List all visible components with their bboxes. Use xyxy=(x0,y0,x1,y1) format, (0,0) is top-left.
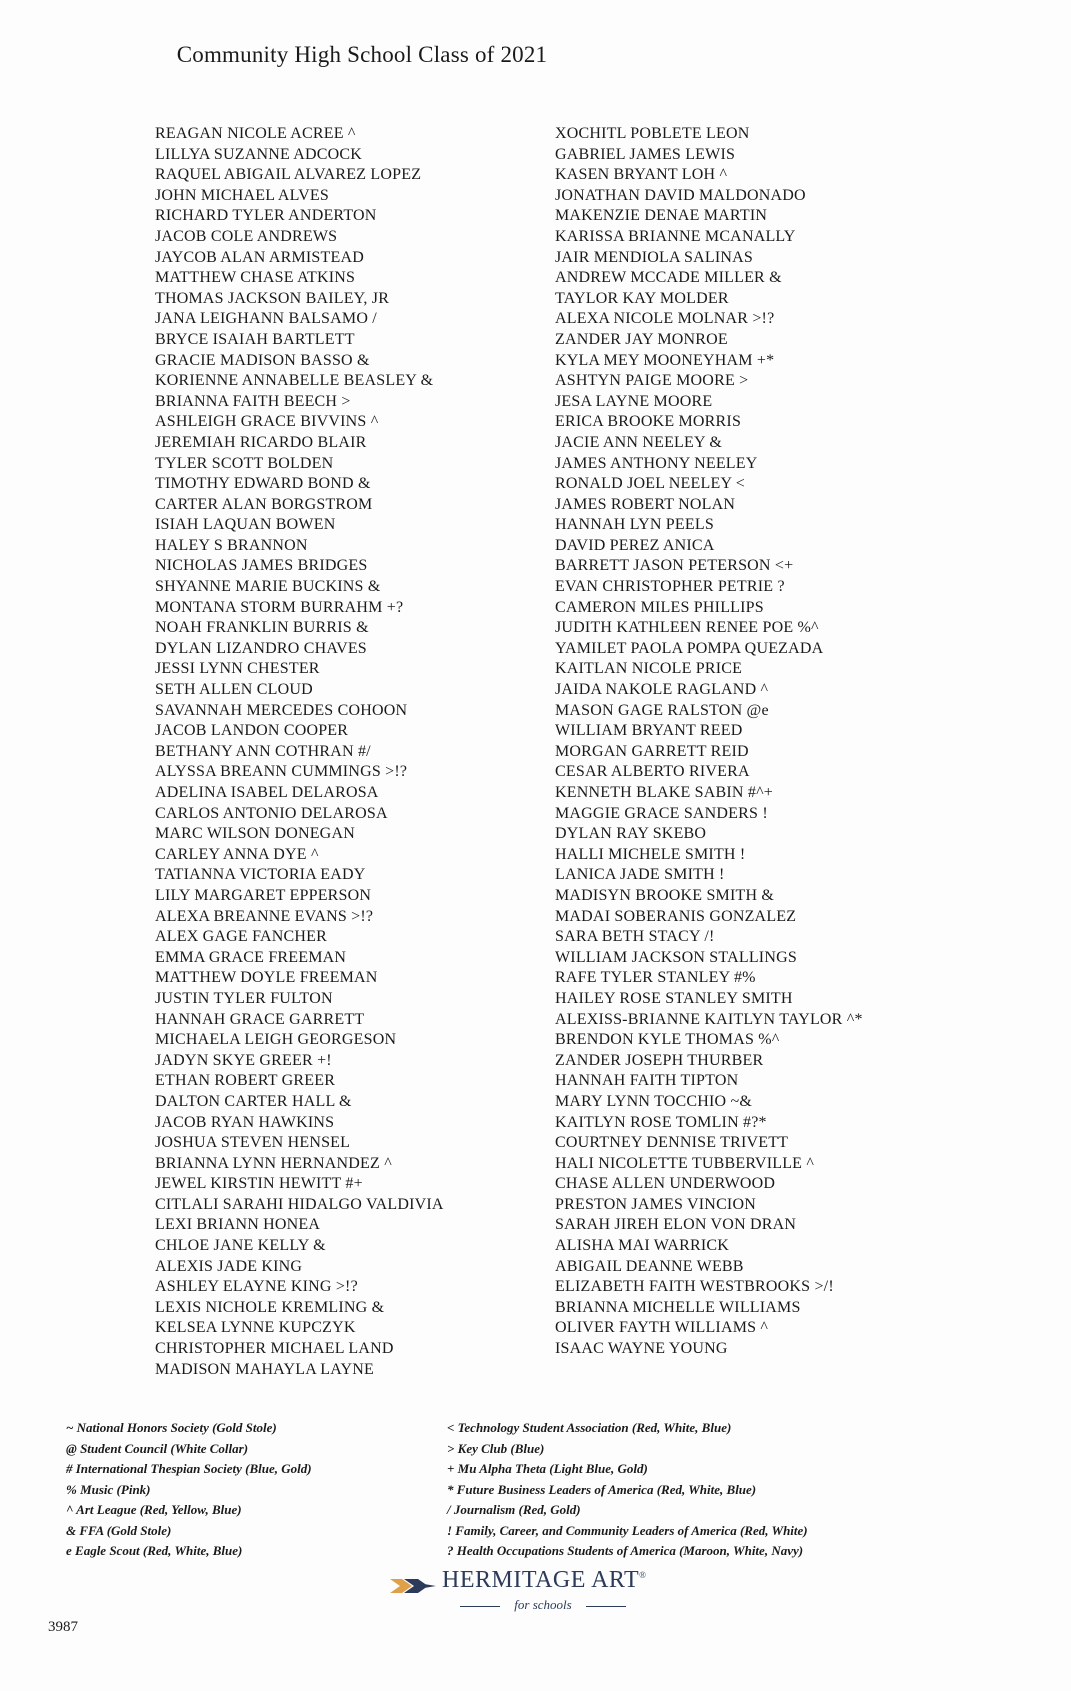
student-name: BRYCE ISAIAH BARTLETT xyxy=(155,330,355,348)
student-name: TAYLOR KAY MOLDER xyxy=(555,289,729,307)
student-name: JAYCOB ALAN ARMISTEAD xyxy=(155,248,364,266)
student-name: JAIDA NAKOLE RAGLAND ^ xyxy=(555,681,769,699)
student-name: SETH ALLEN CLOUD xyxy=(155,681,313,699)
student-name: ASHTYN PAIGE MOORE > xyxy=(555,372,749,390)
student-name: JACOB LANDON COOPER xyxy=(155,722,349,740)
student-name: LANICA JADE SMITH ! xyxy=(555,866,725,884)
student-name: LILLYA SUZANNE ADCOCK xyxy=(155,145,363,163)
legend-item: > Key Club (Blue) xyxy=(447,1440,545,1456)
student-name: MASON GAGE RALSTON @e xyxy=(555,701,769,719)
student-name: GABRIEL JAMES LEWIS xyxy=(555,145,736,163)
student-name: HAILEY ROSE STANLEY SMITH xyxy=(555,989,793,1007)
student-name: NOAH FRANKLIN BURRIS & xyxy=(155,619,369,637)
student-name: KAITLAN NICOLE PRICE xyxy=(555,660,743,678)
logo-wordmark xyxy=(442,1567,646,1594)
student-name: JOSHUA STEVEN HENSEL xyxy=(155,1134,351,1152)
student-name: ABIGAIL DEANNE WEBB xyxy=(555,1257,744,1275)
student-name: MADISON MAHAYLA LAYNE xyxy=(155,1360,375,1378)
student-name: COURTNEY DENNISE TRIVETT xyxy=(555,1134,789,1152)
student-name: CITLALI SARAHI HIDALGO VALDIVIA xyxy=(155,1195,444,1213)
student-name: ETHAN ROBERT GREER xyxy=(155,1072,336,1090)
student-name: WILLIAM BRYANT REED xyxy=(555,722,743,740)
student-name: CARLOS ANTONIO DELAROSA xyxy=(155,804,388,822)
student-name: MATTHEW DOYLE FREEMAN xyxy=(155,969,378,987)
legend-item: * Future Business Leaders of America (Red, White, Blue) xyxy=(447,1481,757,1497)
student-name: JAMES ANTHONY NEELEY xyxy=(555,454,758,472)
student-name: ALISHA MAI WARRICK xyxy=(555,1237,729,1255)
hermitage-logo-icon xyxy=(388,1571,438,1601)
student-name: RAQUEL ABIGAIL ALVAREZ LOPEZ xyxy=(155,166,422,184)
student-name: JAIR MENDIOLA SALINAS xyxy=(555,248,753,266)
student-name: KARISSA BRIANNE MCANALLY xyxy=(555,227,796,245)
student-name: JONATHAN DAVID MALDONADO xyxy=(555,186,806,204)
student-name: LEXI BRIANN HONEA xyxy=(155,1216,321,1234)
legend-item: ~ National Honors Society (Gold Stole) xyxy=(66,1420,277,1435)
student-name: SAVANNAH MERCEDES COHOON xyxy=(155,701,408,719)
student-name: KAITLYN ROSE TOMLIN #?* xyxy=(555,1113,767,1131)
student-name: ISAAC WAYNE YOUNG xyxy=(555,1340,728,1358)
logo-tagline: for schools xyxy=(458,1597,628,1613)
student-name: JAMES ROBERT NOLAN xyxy=(555,495,736,513)
student-name: JEREMIAH RICARDO BLAIR xyxy=(155,433,367,451)
legend-item: % Music (Pink) xyxy=(66,1481,151,1497)
legend-item: < Technology Student Association (Red, White, Blue) xyxy=(447,1420,732,1435)
legend-item: + Mu Alpha Theta (Light Blue, Gold) xyxy=(447,1461,648,1476)
student-name: HANNAH LYN PEELS xyxy=(555,516,714,534)
student-name: LEXIS NICHOLE KREMLING & xyxy=(155,1298,385,1316)
student-name: MARY LYNN TOCCHIO ~& xyxy=(555,1092,752,1110)
student-name: RONALD JOEL NEELEY < xyxy=(555,475,746,493)
legend-item: @ Student Council (White Collar) xyxy=(66,1440,249,1456)
page-number: 3987 xyxy=(48,1619,78,1635)
legend-item: & FFA (Gold Stole) xyxy=(66,1522,172,1538)
legend-item: # International Thespian Society (Blue, Gold) xyxy=(66,1461,312,1476)
student-name: XOCHITL POBLETE LEON xyxy=(555,125,750,142)
student-name: PRESTON JAMES VINCION xyxy=(555,1195,756,1213)
student-name: ERICA BROOKE MORRIS xyxy=(555,413,742,431)
student-name: CHASE ALLEN UNDERWOOD xyxy=(555,1175,776,1193)
student-name: CAMERON MILES PHILLIPS xyxy=(555,598,764,616)
student-name: BETHANY ANN COTHRAN #/ xyxy=(155,742,371,760)
legend-right xyxy=(447,1418,947,1562)
student-name: HALEY S BRANNON xyxy=(155,536,308,554)
student-name: KENNETH BLAKE SABIN #^+ xyxy=(555,784,774,801)
student-name: EMMA GRACE FREEMAN xyxy=(155,948,347,966)
legend-left xyxy=(66,1418,446,1562)
student-name: DAVID PEREZ ANICA xyxy=(555,536,715,554)
student-list-left xyxy=(155,124,525,1380)
student-name: KASEN BRYANT LOH ^ xyxy=(555,166,728,184)
student-name: LILY MARGARET EPPERSON xyxy=(155,886,372,904)
legend-item: ? Health Occupations Students of America (Maroon, White, Navy) xyxy=(447,1543,804,1558)
student-name: BARRETT JASON PETERSON <+ xyxy=(555,557,794,575)
student-name: SARAH JIREH ELON VON DRAN xyxy=(555,1216,797,1234)
student-name: ALEX GAGE FANCHER xyxy=(155,928,327,946)
student-name: ADELINA ISABEL DELAROSA xyxy=(155,784,379,801)
student-list-right xyxy=(555,124,955,1360)
student-name: TATIANNA VICTORIA EADY xyxy=(155,866,366,884)
student-name: HALLI MICHELE SMITH ! xyxy=(555,845,746,863)
student-name: DYLAN LIZANDRO CHAVES xyxy=(155,639,367,657)
student-name: HALI NICOLETTE TUBBERVILLE ^ xyxy=(555,1154,815,1172)
student-name: MARC WILSON DONEGAN xyxy=(155,825,355,843)
student-name: JUDITH KATHLEEN RENEE POE %^ xyxy=(555,619,819,637)
hermitage-art-logo xyxy=(388,1567,668,1619)
student-name: CARLEY ANNA DYE ^ xyxy=(155,845,319,863)
student-name: ASHLEIGH GRACE BIVVINS ^ xyxy=(155,413,379,431)
student-name: DYLAN RAY SKEBO xyxy=(555,825,707,843)
student-name: CESAR ALBERTO RIVERA xyxy=(555,763,750,781)
student-name: MAKENZIE DENAE MARTIN xyxy=(555,207,768,225)
student-name: HANNAH FAITH TIPTON xyxy=(555,1072,739,1090)
legend-item: e Eagle Scout (Red, White, Blue) xyxy=(66,1543,243,1558)
student-name: NICHOLAS JAMES BRIDGES xyxy=(155,557,368,575)
student-name: BRIANNA MICHELLE WILLIAMS xyxy=(555,1298,801,1316)
student-name: DALTON CARTER HALL & xyxy=(155,1092,352,1110)
student-name: ALEXISS-BRIANNE KAITLYN TAYLOR ^* xyxy=(555,1010,863,1028)
student-name: REAGAN NICOLE ACREE ^ xyxy=(155,125,356,142)
student-name: JANA LEIGHANN BALSAMO / xyxy=(155,310,377,328)
student-name: ZANDER JOSEPH THURBER xyxy=(555,1051,764,1069)
student-name: KELSEA LYNNE KUPCZYK xyxy=(155,1319,356,1337)
student-name: BRIANNA FAITH BEECH > xyxy=(155,392,351,410)
student-name: TIMOTHY EDWARD BOND & xyxy=(155,475,371,493)
student-name: HANNAH GRACE GARRETT xyxy=(155,1010,365,1028)
student-name: SHYANNE MARIE BUCKINS & xyxy=(155,578,381,596)
legend-item: / Journalism (Red, Gold) xyxy=(447,1502,581,1517)
legend-item: ! Family, Career, and Community Leaders of America (Red, White) xyxy=(447,1522,808,1538)
student-name: RAFE TYLER STANLEY #% xyxy=(555,969,756,987)
student-name: MONTANA STORM BURRAHM +? xyxy=(155,598,404,616)
student-name: ANDREW MCCADE MILLER & xyxy=(555,269,782,287)
student-name: WILLIAM JACKSON STALLINGS xyxy=(555,948,797,966)
student-name: MADAI SOBERANIS GONZALEZ xyxy=(555,907,797,925)
student-name: ZANDER JAY MONROE xyxy=(555,330,728,348)
student-name: BRIANNA LYNN HERNANDEZ ^ xyxy=(155,1154,392,1172)
student-name: CHRISTOPHER MICHAEL LAND xyxy=(155,1340,394,1358)
legend-item: ^ Art League (Red, Yellow, Blue) xyxy=(66,1502,242,1517)
student-name: CARTER ALAN BORGSTROM xyxy=(155,495,373,513)
student-name: MORGAN GARRETT REID xyxy=(555,742,749,760)
student-name: ASHLEY ELAYNE KING >!? xyxy=(155,1278,358,1296)
student-name: TYLER SCOTT BOLDEN xyxy=(155,454,334,472)
student-name: RICHARD TYLER ANDERTON xyxy=(155,207,377,225)
student-name: JACOB COLE ANDREWS xyxy=(155,227,338,245)
student-name: MICHAELA LEIGH GEORGESON xyxy=(155,1031,397,1049)
student-name: BRENDON KYLE THOMAS %^ xyxy=(555,1031,780,1049)
student-name: JOHN MICHAEL ALVES xyxy=(155,186,329,204)
student-name: YAMILET PAOLA POMPA QUEZADA xyxy=(555,639,824,657)
student-name: MADISYN BROOKE SMITH & xyxy=(555,886,775,904)
student-name: ELIZABETH FAITH WESTBROOKS >/! xyxy=(555,1278,834,1296)
student-name: KORIENNE ANNABELLE BEASLEY & xyxy=(155,372,434,390)
student-name: JACOB RYAN HAWKINS xyxy=(155,1113,335,1131)
student-name: JESA LAYNE MOORE xyxy=(555,392,713,410)
student-name: JEWEL KIRSTIN HEWITT #+ xyxy=(155,1175,363,1193)
logo-trademark: ® xyxy=(639,1570,647,1580)
logo-name: HERMITAGE ART xyxy=(442,1567,640,1593)
student-name: OLIVER FAYTH WILLIAMS ^ xyxy=(555,1319,769,1337)
student-name: SARA BETH STACY /! xyxy=(555,928,715,946)
student-name: MAGGIE GRACE SANDERS ! xyxy=(555,804,768,822)
student-name: JACIE ANN NEELEY & xyxy=(555,433,722,451)
student-name: ALYSSA BREANN CUMMINGS >!? xyxy=(155,763,408,781)
student-name: CHLOE JANE KELLY & xyxy=(155,1237,326,1255)
student-name: EVAN CHRISTOPHER PETRIE ? xyxy=(555,578,785,596)
student-name: JESSI LYNN CHESTER xyxy=(155,660,320,678)
student-name: JUSTIN TYLER FULTON xyxy=(155,989,333,1007)
student-name: MATTHEW CHASE ATKINS xyxy=(155,269,356,287)
student-name: THOMAS JACKSON BAILEY, JR xyxy=(155,289,390,307)
student-name: ALEXIS JADE KING xyxy=(155,1257,303,1275)
student-name: GRACIE MADISON BASSO & xyxy=(155,351,370,369)
student-name: ALEXA BREANNE EVANS >!? xyxy=(155,907,374,925)
student-name: KYLA MEY MOONEYHAM +* xyxy=(555,351,775,369)
student-name: JADYN SKYE GREER +! xyxy=(155,1051,332,1069)
student-name: ALEXA NICOLE MOLNAR >!? xyxy=(555,310,775,328)
student-name: ISIAH LAQUAN BOWEN xyxy=(155,516,336,534)
page-title: Community High School Class of 2021 xyxy=(176,42,548,67)
